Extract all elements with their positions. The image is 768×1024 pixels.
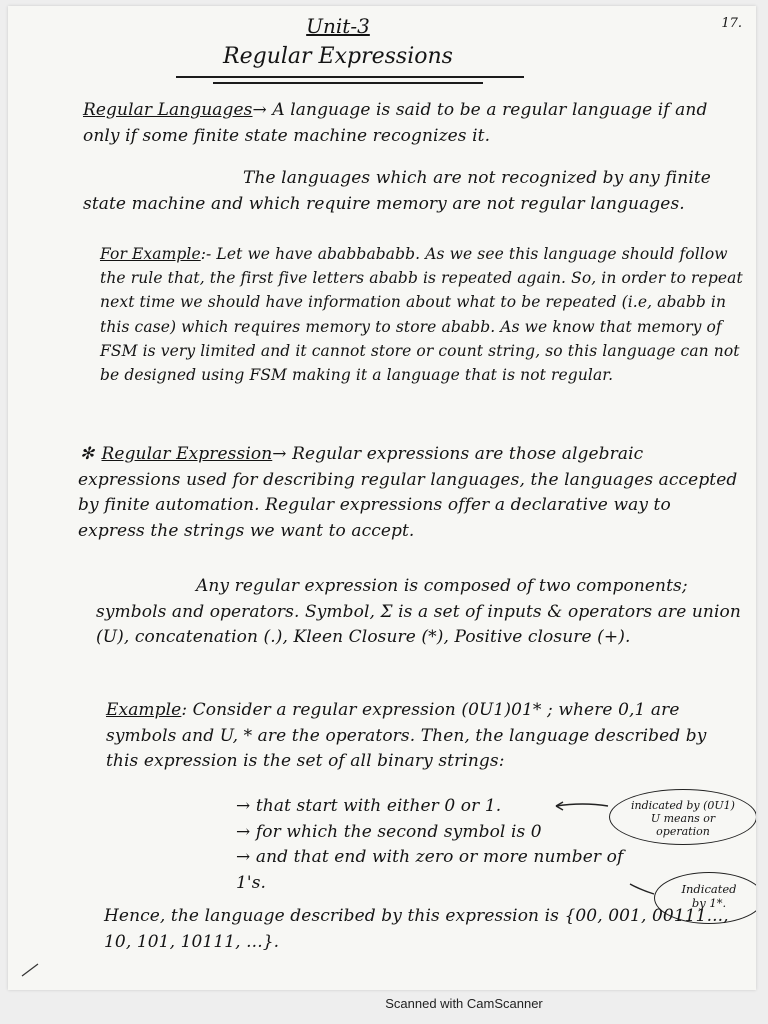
- regular-expression-text: → Regular expressions are those algebraic expressions used for describing regular languages, the languages accepted by finite automation. Regular expressions offer a declarative way to express the strings we want to accept.: [78, 444, 738, 541]
- non-regular-paragraph: The languages which are not recognized by any finite state machine and which require memory are not regular languages.: [83, 168, 711, 214]
- margin-note-line: indicated by (0U1): [631, 799, 735, 812]
- margin-note-line: U means or: [650, 812, 716, 825]
- margin-note-line: Indicated: [681, 882, 737, 896]
- example-bullets: [236, 794, 656, 896]
- list-item: → and that end with zero or more number of 1's.: [236, 847, 624, 893]
- margin-mark: [22, 964, 38, 976]
- regular-expression-heading: Regular Expression: [101, 444, 273, 464]
- example-paragraph: [106, 698, 721, 775]
- page-number: 17.: [721, 16, 742, 31]
- components-paragraph: Any regular expression is composed of two components; symbols and operators. Symbol, Σ is a set of inputs & operators are union (U), concatenation (.), Kleen Closure (*), Positive closure (+).: [96, 576, 741, 647]
- for-example-paragraph: [100, 242, 745, 387]
- asterisk-marker-icon: ✻: [79, 444, 95, 464]
- regular-languages-heading: Regular Languages: [83, 100, 253, 120]
- scanner-footer: Scanned with CamScanner: [385, 996, 543, 1011]
- example-text: : Consider a regular expression (0U1)01* ; where 0,1 are symbols and U, * are the operators. Then, the language described by this expression is the set of all binary strings:: [106, 700, 707, 771]
- margin-note-line: by 1*.: [691, 896, 727, 910]
- notebook-page: [8, 6, 756, 990]
- hence-paragraph: Hence, the language described by this expression is {00, 001, 00111..., 10, 101, 10111, ...}.: [104, 906, 729, 952]
- list-item: → that start with either 0 or 1.: [236, 796, 502, 816]
- title-underline-short: [213, 82, 483, 84]
- for-example-text: :- Let we have ababbababb. As we see this language should follow the rule that, the first five letters ababb is repeated again. So, in order to repeat next time we should have information about what to be repeated (i.e, ababb in this case) which requires memory to store ababb. As we know that memory of FSM is very limited and it cannot store or count string, so this language can not be designed using FSM making it a language that is not regular.: [100, 245, 743, 385]
- example-heading: Example: [106, 700, 182, 720]
- title-underline: [176, 76, 524, 78]
- margin-note-union: [609, 789, 756, 845]
- unit-heading-text: Unit-3: [306, 14, 370, 38]
- unit-heading: [8, 14, 668, 38]
- regular-expression-paragraph: [78, 442, 743, 544]
- page-title: Regular Expressions: [223, 44, 453, 69]
- list-item: → for which the second symbol is 0: [236, 821, 542, 842]
- regular-languages-text: → A language is said to be a regular language if and only if some finite state machine recognizes it.: [83, 100, 708, 146]
- regular-languages-paragraph: [83, 98, 743, 149]
- for-example-heading: For Example: [100, 245, 201, 263]
- margin-note-line: operation: [656, 825, 710, 838]
